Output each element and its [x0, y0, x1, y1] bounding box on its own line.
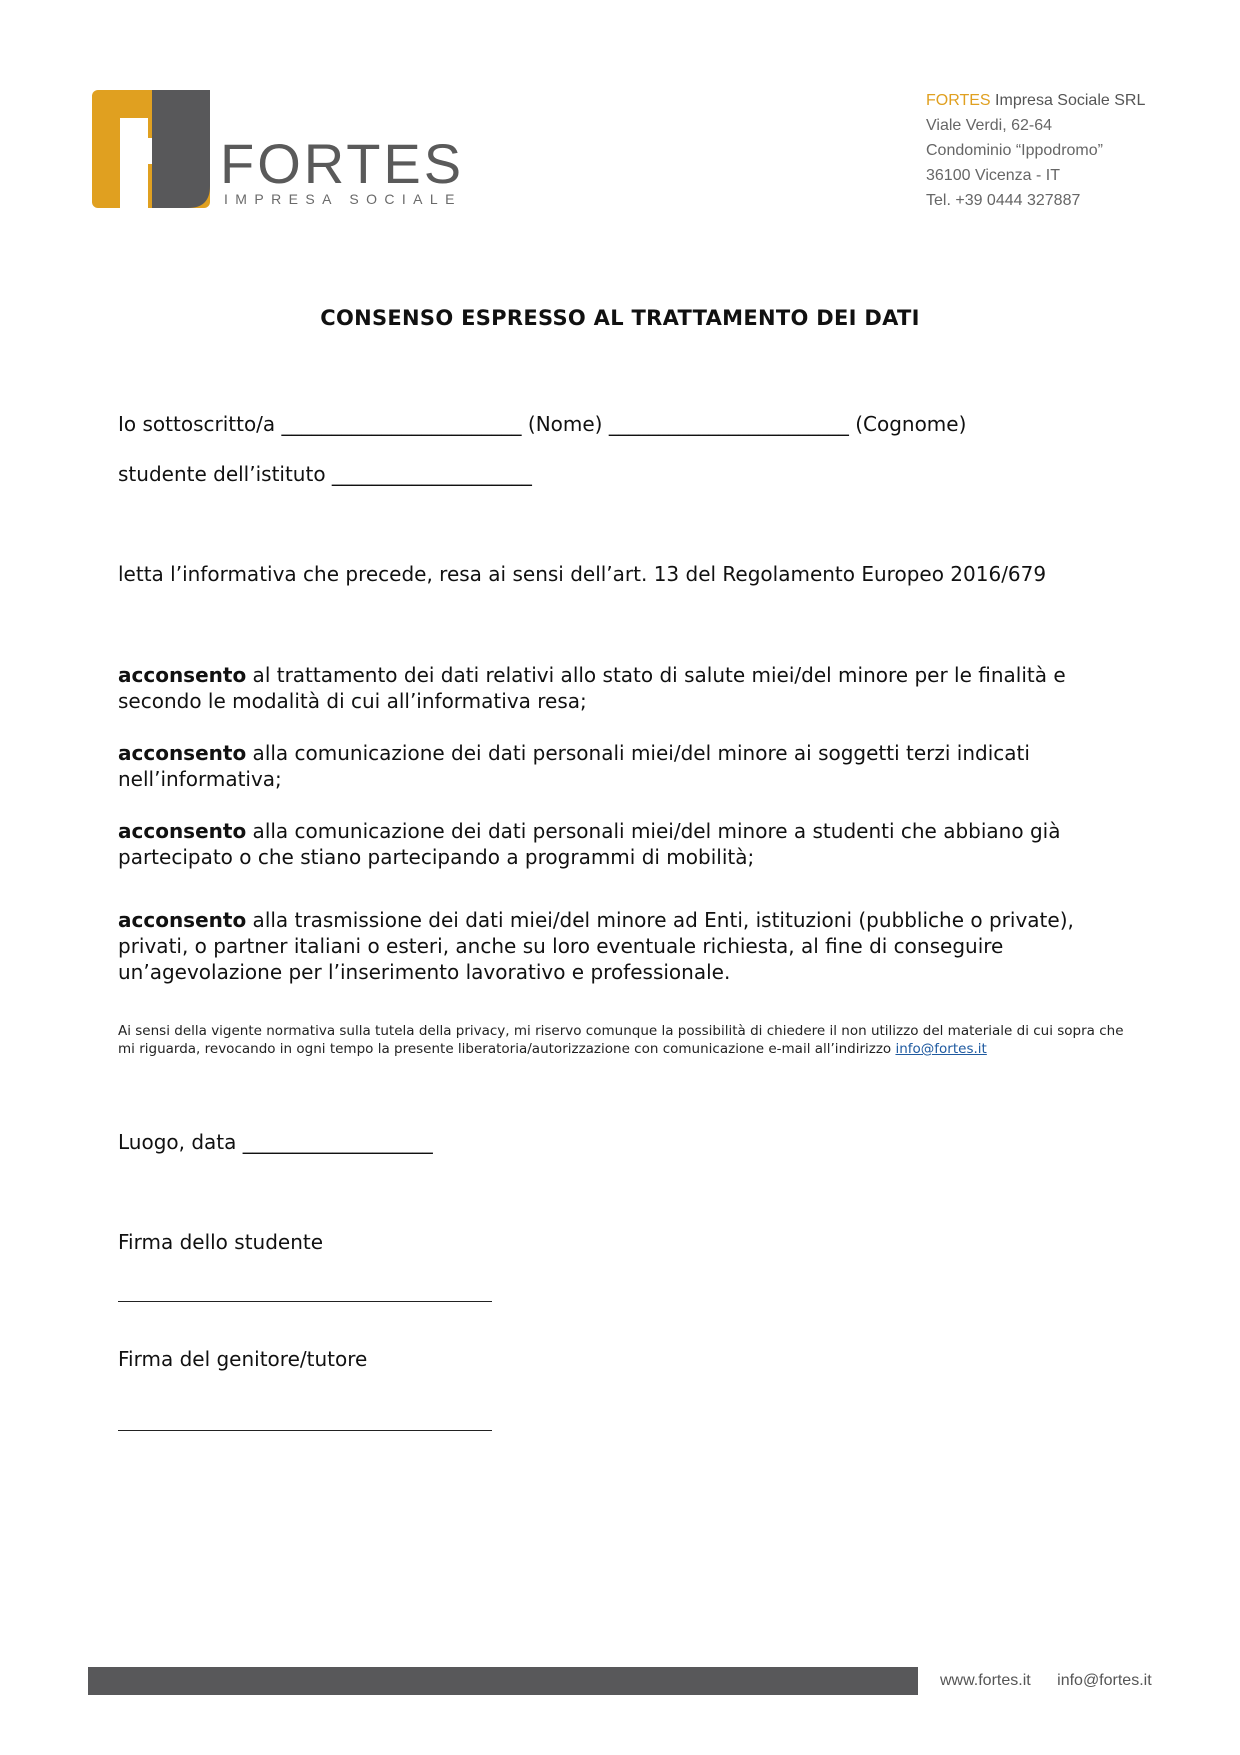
consent-keyword: acconsento [118, 908, 247, 932]
consent-paragraph [118, 740, 1128, 792]
consent-keyword: acconsento [118, 663, 247, 687]
company-name-rest: Impresa Sociale SRL [990, 92, 1146, 109]
footer-links [940, 1672, 1174, 1690]
consent-text: alla comunicazione dei dati personali miei/del minore a studenti che abbiano già partecipato o che stiano partecipando a programmi di mobilità; [118, 819, 1061, 869]
privacy-email-link[interactable]: info@fortes.it [895, 1041, 987, 1057]
place-date-line: Luogo, data ___________________ [118, 1130, 433, 1154]
privacy-note [118, 1022, 1128, 1058]
consent-text: alla trasmissione dei dati miei/del minore ad Enti, istituzioni (pubbliche o private), privati, o partner italiani o esteri, anche su loro eventuale richiesta, al fine di conseguire un’agevolazione per l’inserimento lavorativo e professionale. [118, 908, 1074, 984]
logo-wordmark: FORTES [220, 132, 465, 195]
company-phone: Tel. +39 0444 327887 [926, 192, 1081, 209]
parent-signature-label: Firma del genitore/tutore [118, 1347, 368, 1371]
company-brand: FORTES [926, 92, 991, 109]
company-name [926, 88, 1145, 113]
consent-keyword: acconsento [118, 819, 247, 843]
privacy-text: Ai sensi della vigente normativa sulla tutela della privacy, mi riservo comunque la possibilità di chiedere il non utilizzo del materiale di cui sopra che mi riguarda, revocando in ogni tempo la presente liberatoria/autorizzazione con comunicazione e-mail all’indirizzo [118, 1023, 1124, 1057]
consent-paragraph [118, 662, 1128, 714]
company-address-line: Condominio “Ippodromo” [926, 142, 1103, 159]
consent-text: alla comunicazione dei dati personali miei/del minore ai soggetti terzi indicati nell’informativa; [118, 741, 1030, 791]
parent-signature-line [118, 1430, 492, 1431]
consent-text: al trattamento dei dati relativi allo stato di salute miei/del minore per le finalità e secondo le modalità di cui all’informativa resa; [118, 663, 1066, 713]
consent-paragraph [118, 907, 1128, 985]
student-signature-line [118, 1301, 492, 1302]
footer-website-link[interactable]: www.fortes.it [940, 1672, 1031, 1689]
company-address-line: Viale Verdi, 62-64 [926, 117, 1053, 134]
informative-line: letta l’informativa che precede, resa ai sensi dell’art. 13 del Regolamento Europeo 2016/679 [118, 562, 1047, 586]
company-address-block [926, 88, 1145, 213]
consent-paragraph [118, 818, 1128, 870]
school-line: studente dell’istituto ____________________ [118, 462, 532, 486]
consent-keyword: acconsento [118, 741, 247, 765]
company-address-line: 36100 Vicenza - IT [926, 167, 1061, 184]
footer-email-link[interactable]: info@fortes.it [1057, 1672, 1152, 1689]
footer-bar [88, 1667, 918, 1695]
name-surname-line: Io sottoscritto/a ________________________ (Nome) ________________________ (Cognome) [118, 412, 967, 436]
student-signature-label: Firma dello studente [118, 1230, 324, 1254]
document-title: CONSENSO ESPRESSO AL TRATTAMENTO DEI DATI [320, 306, 920, 330]
logo-tagline: IMPRESA SOCIALE [224, 191, 462, 207]
